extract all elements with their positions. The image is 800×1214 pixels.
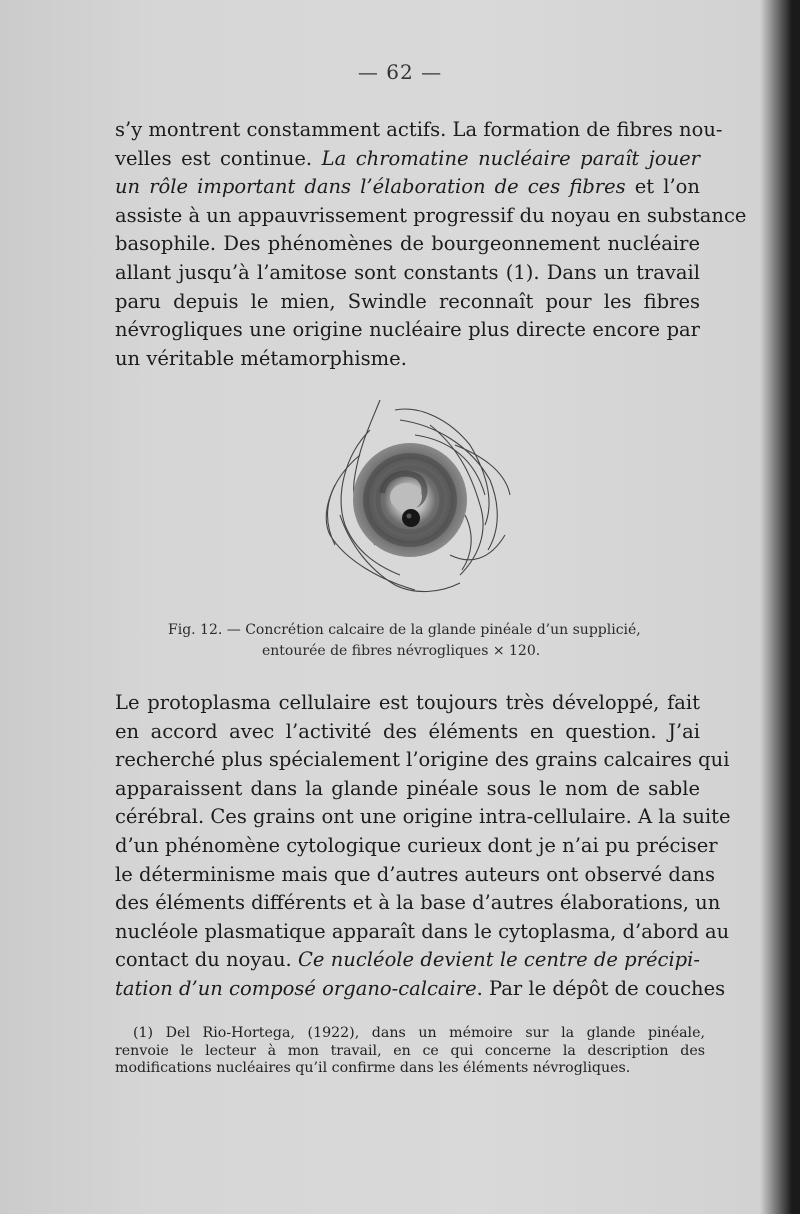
text-run: allant jusqu’à l’amitose sont constants (1). Dans un travail [115,260,700,284]
text-run: . Par le dépôt de couches [476,976,726,1000]
footnote-line: renvoie le lecteur à mon travail, en ce qui concerne la description des [115,1042,705,1059]
paragraph-1 [115,116,747,373]
italic-text: un rôle important dans l’élaboration de ces fibres [115,175,626,199]
paragraph-1-line [115,288,700,317]
paragraph-2-line [115,918,730,947]
text-run: velles est continue. [115,146,322,170]
caption-line-2: entourée de fibres névrogliques ⨯ 120. [262,643,541,659]
italic-text: Ce nucléole devient le centre de précipi- [298,948,700,972]
figure-caption [140,620,680,662]
page-number: — 62 — [357,60,443,84]
text-run: le déterminisme mais que d’autres auteurs ont observé dans [115,862,716,886]
text-run: Le protoplasma cellulaire est toujours très développé, fait [115,691,700,714]
paragraph-1-line [115,173,700,202]
paragraph-2-line [115,946,700,975]
text-run: contact du noyau. [115,948,299,972]
footnote-line: modifications nucléaires qu’il confirme dans les éléments névrogliques. [115,1060,631,1076]
text-run: apparaissent dans la glande pinéale sous le nom de sable [115,776,700,800]
text-run: paru depuis le mien, Swindle reconnaît pour les fibres [115,289,700,313]
text-run: des éléments différents et à la base d’autres élaborations, un [115,891,721,915]
paragraph-1-line [115,230,700,259]
text-run: d’un phénomène cytologique curieux dont je n’ai pu préciser [115,833,718,857]
paragraph-1-line [115,259,700,288]
paragraph-1-line [115,316,700,345]
footnote-line: (1) Del Rio-Hortega, (1922), dans un mémoire sur la glande pinéale, [133,1025,705,1041]
paragraph-1-line [115,116,723,145]
paragraph-2 [115,689,731,1004]
paragraph-2-line [115,803,731,832]
figure-12-illustration [300,385,520,610]
paragraph-2-line [115,975,726,1004]
footnote [115,1025,705,1078]
paragraph-1-line [115,145,700,174]
paragraph-2-line [115,746,730,775]
text-run: nucléole plasmatique apparaît dans le cytoplasma, d’abord au [115,919,730,943]
paragraph-2-line [115,861,716,890]
italic-text: La chromatine nucléaire paraît jouer [321,146,700,170]
paragraph-1-line [115,202,747,231]
text-run: recherché plus spécialement l’origine des grains calcaires qui [115,748,730,772]
text-run: en accord avec l’activité des éléments en question. J’ai [115,719,700,743]
text-run: assiste à un appauvrissement progressif du noyau en substance [115,203,747,227]
text-run: cérébral. Ces grains ont une origine intra-cellulaire. A la suite [115,805,731,829]
text-run: et l’on [625,175,700,199]
paragraph-2-line [115,775,700,804]
text-run: un véritable métamorphisme. [115,346,407,370]
italic-text: tation d’un composé organo-calcaire [115,976,477,1000]
paragraph-1-line [115,345,700,374]
caption-line-1: Fig. 12. — Concrétion calcaire de la glande pinéale d’un supplicié, [168,622,641,638]
text-run: basophile. Des phénomènes de bourgeonnement nucléaire [115,232,700,256]
text-run: névrogliques une origine nucléaire plus directe encore par [115,318,700,342]
paragraph-2-line [115,689,700,718]
paragraph-2-line [115,718,700,747]
paragraph-2-line [115,889,721,918]
paragraph-2-line [115,832,718,861]
text-run: s’y montrent constamment actifs. La formation de fibres nou- [115,118,723,141]
